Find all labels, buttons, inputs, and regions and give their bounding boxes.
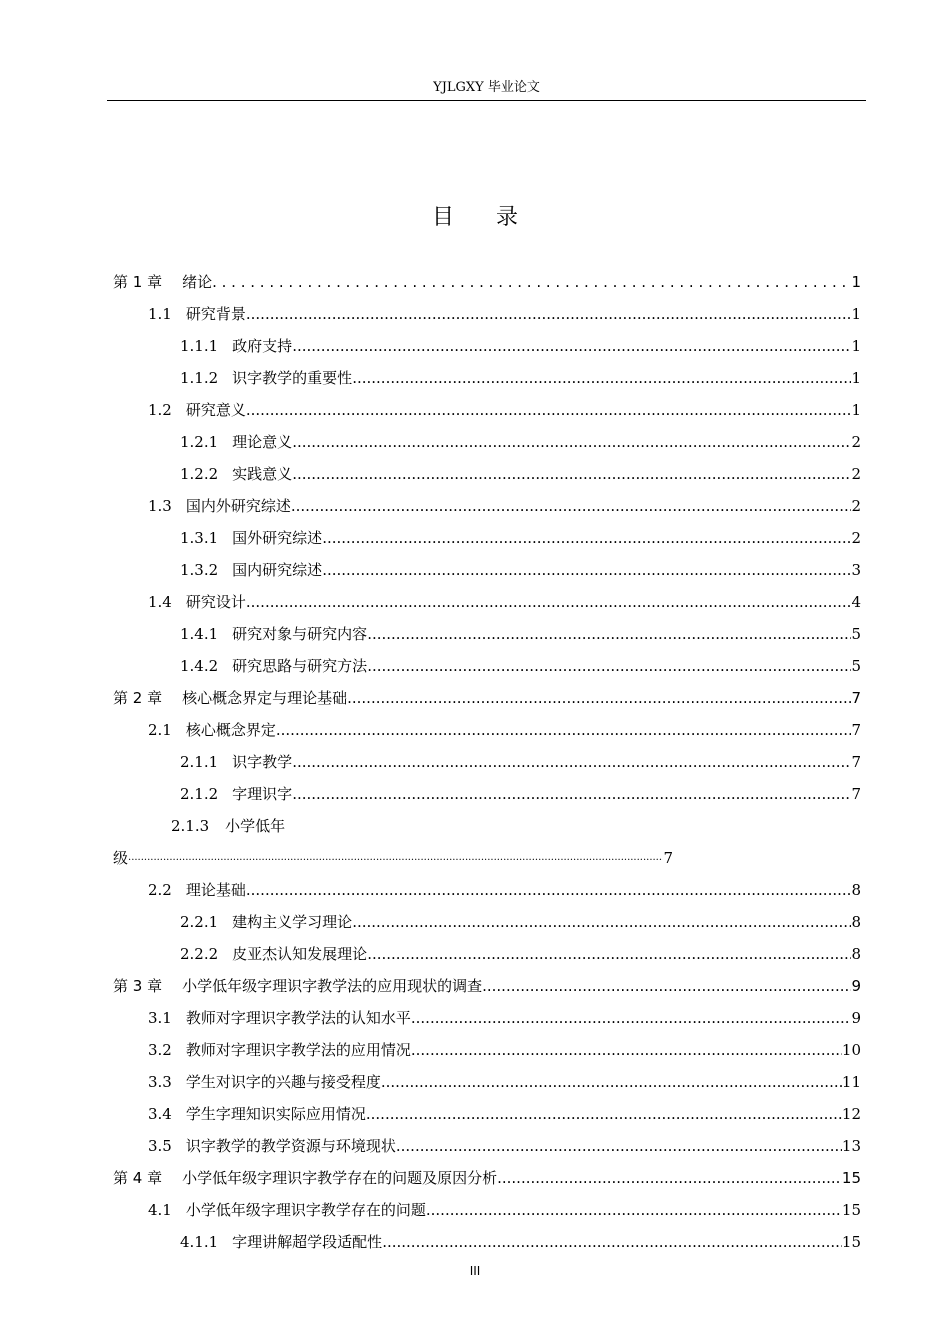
toc-title: 目录 xyxy=(431,205,560,230)
toc-entry-wrapped-part1[interactable] xyxy=(113,810,861,842)
toc-entry-page: 10 xyxy=(841,1041,861,1059)
toc-entry-page: 1 xyxy=(851,369,861,387)
toc-entry-page: 12 xyxy=(841,1105,861,1123)
toc-entry-number: 1.4 xyxy=(148,593,172,611)
toc-entry-2.1[interactable] xyxy=(113,714,861,746)
page-header xyxy=(107,78,866,101)
toc-entry-number: 第 3 章 xyxy=(113,977,163,995)
toc-leader-dots xyxy=(276,714,852,746)
toc-leader-dots xyxy=(347,682,851,714)
toc-leader-dots xyxy=(426,1194,842,1226)
toc-entry-label: 国内研究综述 xyxy=(232,561,323,579)
toc-entry-number: 1.3 xyxy=(148,497,172,515)
toc-entry-page: 8 xyxy=(851,881,861,899)
toc-entry-number: 1.3.1 xyxy=(180,529,219,547)
toc-leader-dots xyxy=(352,362,851,394)
toc-entry-4.1[interactable] xyxy=(113,1194,861,1226)
toc-leader-dots xyxy=(396,1130,842,1162)
toc-entry-number: 1.1.1 xyxy=(180,337,219,355)
toc-entry-page: 5 xyxy=(851,657,861,675)
toc-entry-label: 小学低年级字理识字教学存在的问题及原因分析 xyxy=(182,1169,498,1187)
toc-entry-page: 15 xyxy=(841,1233,861,1251)
toc-leader-dots xyxy=(381,1066,842,1098)
toc-entry-label: 理论意义 xyxy=(232,433,293,451)
toc-entry-3.2[interactable] xyxy=(113,1034,861,1066)
toc-entry-label: 研究设计 xyxy=(185,593,246,611)
toc-entry-label: 国内外研究综述 xyxy=(185,497,291,515)
toc-entry-1.2[interactable] xyxy=(113,394,861,426)
toc-leader-dots xyxy=(246,298,852,330)
toc-entry-number: 1.2 xyxy=(148,401,172,419)
toc-entry-number: 2.2 xyxy=(148,881,172,899)
toc-leader-dots xyxy=(352,906,851,938)
toc-entry-page: 5 xyxy=(851,625,861,643)
toc-entry-number: 3.1 xyxy=(148,1009,172,1027)
toc-entry-label: 小学低年级字理识字教学存在的问题 xyxy=(185,1201,426,1219)
toc-entry-1.4.1[interactable] xyxy=(113,618,861,650)
toc-entry-number: 2.1.1 xyxy=(180,753,219,771)
toc-entry-page: 15 xyxy=(841,1201,861,1219)
toc-entry-page: 1 xyxy=(851,401,861,419)
toc-entry-number: 第 1 章 xyxy=(113,273,163,291)
toc-entry-page: 7 xyxy=(851,721,861,739)
toc-leader-dots xyxy=(322,522,851,554)
toc-entry-label: 核心概念界定 xyxy=(185,721,276,739)
toc-leader-dots xyxy=(246,874,852,906)
toc-entry-第2章[interactable] xyxy=(113,682,861,714)
toc-entry-2.1.2[interactable] xyxy=(113,778,861,810)
toc-entry-wrapped-part2[interactable] xyxy=(113,842,673,874)
toc-entry-page: 11 xyxy=(841,1073,861,1091)
toc-entry-page: 1 xyxy=(851,337,861,355)
toc-entry-number: 2.1 xyxy=(148,721,172,739)
toc-entry-label: 教师对字理识字教学法的应用情况 xyxy=(185,1041,411,1059)
toc-entry-number: 2.2.1 xyxy=(180,913,219,931)
toc-entry-1.3[interactable] xyxy=(113,490,861,522)
toc-entry-label: 小学低年 xyxy=(225,817,286,835)
toc-entry-number: 4.1.1 xyxy=(180,1233,219,1251)
toc-entry-number: 2.1.3 xyxy=(171,817,210,835)
toc-entry-page: 15 xyxy=(841,1169,861,1187)
toc-entry-page: 7 xyxy=(663,849,673,867)
toc-entry-label-continued: 级 xyxy=(113,849,129,867)
toc-entry-3.3[interactable] xyxy=(113,1066,861,1098)
toc-entry-1.1.1[interactable] xyxy=(113,330,861,362)
toc-entry-number: 1.2.1 xyxy=(180,433,219,451)
toc-entry-page: 1 xyxy=(851,305,861,323)
toc-leader-dots xyxy=(322,554,851,586)
toc-entry-number: 1.4.2 xyxy=(180,657,219,675)
toc-leader-dots xyxy=(292,778,851,810)
toc-entry-2.2.2[interactable] xyxy=(113,938,861,970)
toc-entry-label: 核心概念界定与理论基础 xyxy=(182,689,348,707)
toc-entry-page: 2 xyxy=(851,497,861,515)
toc-leader-dots xyxy=(291,490,852,522)
toc-entry-label: 国外研究综述 xyxy=(232,529,323,547)
toc-entry-label: 实践意义 xyxy=(232,465,293,483)
toc-entry-number: 3.5 xyxy=(148,1137,172,1155)
toc-entry-number: 1.3.2 xyxy=(180,561,219,579)
toc-entry-label: 字理识字 xyxy=(232,785,293,803)
toc-entry-number: 3.3 xyxy=(148,1073,172,1091)
toc-entry-page: 9 xyxy=(851,977,861,995)
toc-leader-dots xyxy=(367,650,851,682)
toc-entry-第1章[interactable] xyxy=(113,266,861,298)
toc-entry-number: 3.4 xyxy=(148,1105,172,1123)
header-text: YJLGXY 毕业论文 xyxy=(433,80,540,95)
toc-entry-1.4.2[interactable] xyxy=(113,650,861,682)
toc-entry-2.2[interactable] xyxy=(113,874,861,906)
toc-entry-1.4[interactable] xyxy=(113,586,861,618)
toc-entry-number: 第 2 章 xyxy=(113,689,163,707)
toc-entry-page: 7 xyxy=(851,689,861,707)
toc-entry-number: 2.2.2 xyxy=(180,945,219,963)
toc-entry-label: 研究背景 xyxy=(185,305,246,323)
toc-entry-page: 7 xyxy=(851,753,861,771)
toc-leader-dots xyxy=(366,1098,842,1130)
toc-entry-page: 1 xyxy=(851,273,861,291)
toc-entry-1.2.2[interactable] xyxy=(113,458,861,490)
toc-leader-dots xyxy=(246,394,852,426)
toc-entry-number: 1.2.2 xyxy=(180,465,219,483)
toc-entry-1.2.1[interactable] xyxy=(113,426,861,458)
toc-entry-label: 研究思路与研究方法 xyxy=(232,657,368,675)
toc-entry-label: 理论基础 xyxy=(185,881,246,899)
toc-entry-3.4[interactable] xyxy=(113,1098,861,1130)
toc-entry-number: 3.2 xyxy=(148,1041,172,1059)
toc-entry-page: 2 xyxy=(851,465,861,483)
toc-entry-4.1.1[interactable] xyxy=(113,1226,861,1258)
toc-entry-label: 字理讲解超学段适配性 xyxy=(232,1233,383,1251)
toc-entry-number: 1.4.1 xyxy=(180,625,219,643)
toc-entry-page: 4 xyxy=(851,593,861,611)
toc-leader-dots xyxy=(292,426,851,458)
toc-entry-1.3.2[interactable] xyxy=(113,554,861,586)
toc-entry-第4章[interactable] xyxy=(113,1162,861,1194)
toc-entry-label: 小学低年级字理识字教学法的应用现状的调查 xyxy=(182,977,483,995)
toc-entry-number: 4.1 xyxy=(148,1201,172,1219)
toc-entry-2.1.1[interactable] xyxy=(113,746,861,778)
toc-entry-label: 识字教学 xyxy=(232,753,293,771)
toc-entry-page: 7 xyxy=(851,785,861,803)
toc-entry-label: 识字教学的教学资源与环境现状 xyxy=(185,1137,396,1155)
toc-entry-label: 研究意义 xyxy=(185,401,246,419)
toc-entry-label: 学生字理知识实际应用情况 xyxy=(185,1105,366,1123)
toc-entry-1.1[interactable] xyxy=(113,298,861,330)
toc-leader-dots xyxy=(292,746,851,778)
toc-entry-label: 建构主义学习理论 xyxy=(232,913,353,931)
toc-entry-1.3.1[interactable] xyxy=(113,522,861,554)
toc-entry-page: 2 xyxy=(851,433,861,451)
toc-entry-label: 识字教学的重要性 xyxy=(232,369,353,387)
toc-leader-dots xyxy=(212,266,851,298)
toc-leader-dots xyxy=(482,970,851,1002)
toc-entry-3.5[interactable] xyxy=(113,1130,861,1162)
toc-entry-page: 3 xyxy=(851,561,861,579)
toc-entry-page: 8 xyxy=(851,913,861,931)
toc-entry-number: 1.1 xyxy=(148,305,172,323)
toc-entry-page: 9 xyxy=(851,1009,861,1027)
toc-leader-dots xyxy=(292,330,851,362)
toc-entry-number: 1.1.2 xyxy=(180,369,219,387)
toc-leader-dots xyxy=(128,842,663,874)
toc-entry-page: 8 xyxy=(851,945,861,963)
toc-entry-label: 绪论 xyxy=(182,273,213,291)
toc-entry-number: 2.1.2 xyxy=(180,785,219,803)
toc-entry-1.1.2[interactable] xyxy=(113,362,861,394)
toc-leader-dots xyxy=(246,586,852,618)
toc-entry-label: 政府支持 xyxy=(232,337,293,355)
toc-entry-page: 13 xyxy=(841,1137,861,1155)
page-number: III xyxy=(469,1264,481,1278)
toc-entry-label: 学生对识字的兴趣与接受程度 xyxy=(185,1073,381,1091)
toc-leader-dots xyxy=(411,1034,842,1066)
toc-entry-label: 皮亚杰认知发展理论 xyxy=(232,945,368,963)
toc-leader-dots xyxy=(367,618,851,650)
table-of-contents xyxy=(113,266,861,1258)
toc-leader-dots xyxy=(497,1162,842,1194)
toc-leader-dots xyxy=(292,458,851,490)
toc-leader-dots xyxy=(382,1226,842,1258)
toc-entry-2.2.1[interactable] xyxy=(113,906,861,938)
toc-entry-label: 教师对字理识字教学法的认知水平 xyxy=(185,1009,411,1027)
toc-entry-number: 第 4 章 xyxy=(113,1169,163,1187)
toc-entry-3.1[interactable] xyxy=(113,1002,861,1034)
toc-leader-dots xyxy=(411,1002,852,1034)
toc-leader-dots xyxy=(367,938,851,970)
toc-entry-第3章[interactable] xyxy=(113,970,861,1002)
toc-entry-page: 2 xyxy=(851,529,861,547)
toc-entry-label: 研究对象与研究内容 xyxy=(232,625,368,643)
